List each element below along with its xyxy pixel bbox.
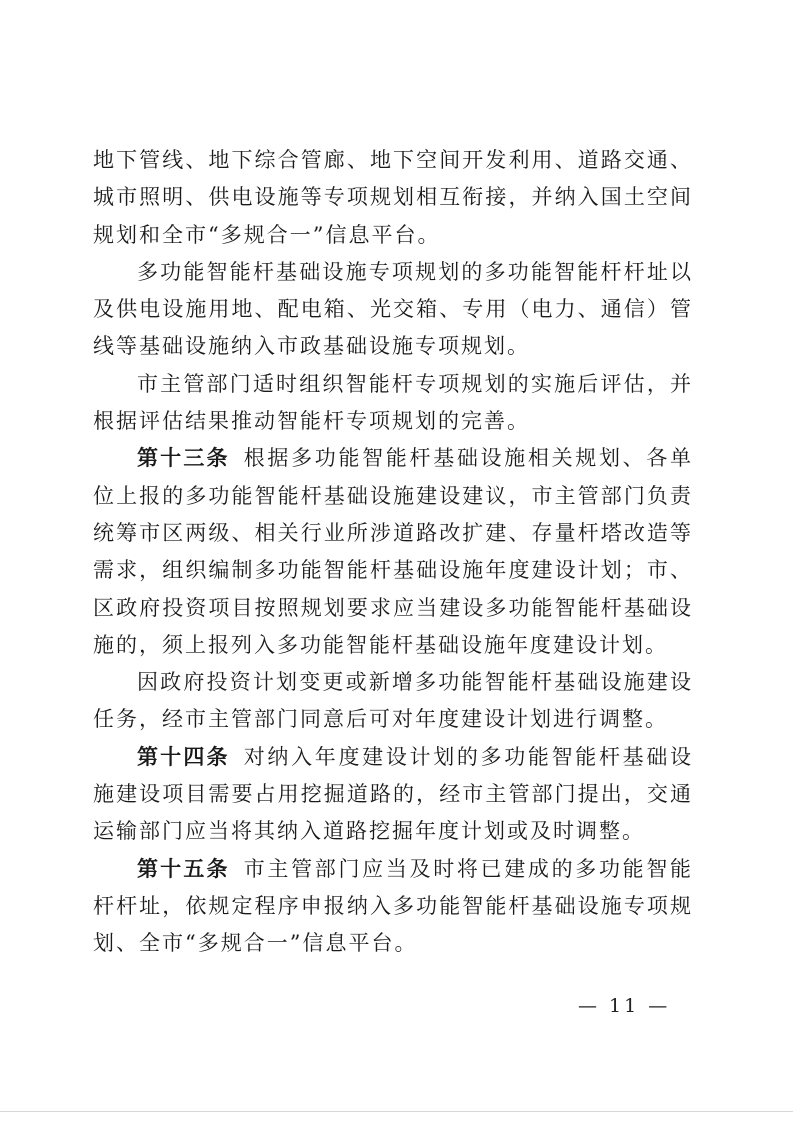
article-14-text: 对纳入年度建设计划的多功能智能杆基础设施建设项目需要占用挖掘道路的，经市主管部门提出，交通运输部门应当将其纳入道路挖掘年度计划或及时调整。 <box>93 744 694 844</box>
article-13-text: 根据多功能智能杆基础设施相关规划、各单位上报的多功能智能杆基础设施建设建议，市主管部门负责统筹市区两级、相关行业所涉道路改扩建、存量杆塔改造等需求，组织编制多功能智能杆基础设施年度建设计划；市、区政府投资项目按照规划要求应当建设多功能智能杆基础设施的，须上报列入多功能智能杆基础设施年度建设计划。 <box>93 446 694 657</box>
article-14 <box>93 739 693 851</box>
article-13-label: 第十三条 <box>137 446 230 471</box>
paragraph-2 <box>93 254 693 366</box>
paragraph-5-text: 因政府投资计划变更或新增多功能智能杆基础设施建设任务，经市主管部门同意后可对年度建设计划进行调整。 <box>93 670 693 732</box>
article-15-label: 第十五条 <box>137 856 230 881</box>
paragraph-3-text: 市主管部门适时组织智能杆专项规划的实施后评估，并根据评估结果推动智能杆专项规划的完善。 <box>93 371 693 434</box>
paragraph-1 <box>93 142 693 254</box>
paragraph-1-text: 地下管线、地下综合管廊、地下空间开发利用、道路交通、城市照明、供电设施等专项规划相互衔接，并纳入国土空间规划和全市“多规合一”信息平台。 <box>93 148 693 247</box>
bottom-divider <box>0 1111 793 1112</box>
article-14-label: 第十四条 <box>137 744 230 769</box>
paragraph-3 <box>93 366 693 441</box>
page-number: — 11 — <box>578 995 671 1017</box>
article-15-text: 市主管部门应当及时将已建成的多功能智能杆杆址，依规定程序申报纳入多功能智能杆基础设施专项规划、全市“多规合一”信息平台。 <box>93 856 694 956</box>
paragraph-2-text: 多功能智能杆基础设施专项规划的多功能智能杆杆址以及供电设施用地、配电箱、光交箱、专用（电力、通信）管线等基础设施纳入市政基础设施专项规划。 <box>93 259 693 359</box>
article-15 <box>93 851 693 963</box>
document-body <box>93 142 693 963</box>
paragraph-5 <box>93 664 693 739</box>
article-13 <box>93 440 693 664</box>
